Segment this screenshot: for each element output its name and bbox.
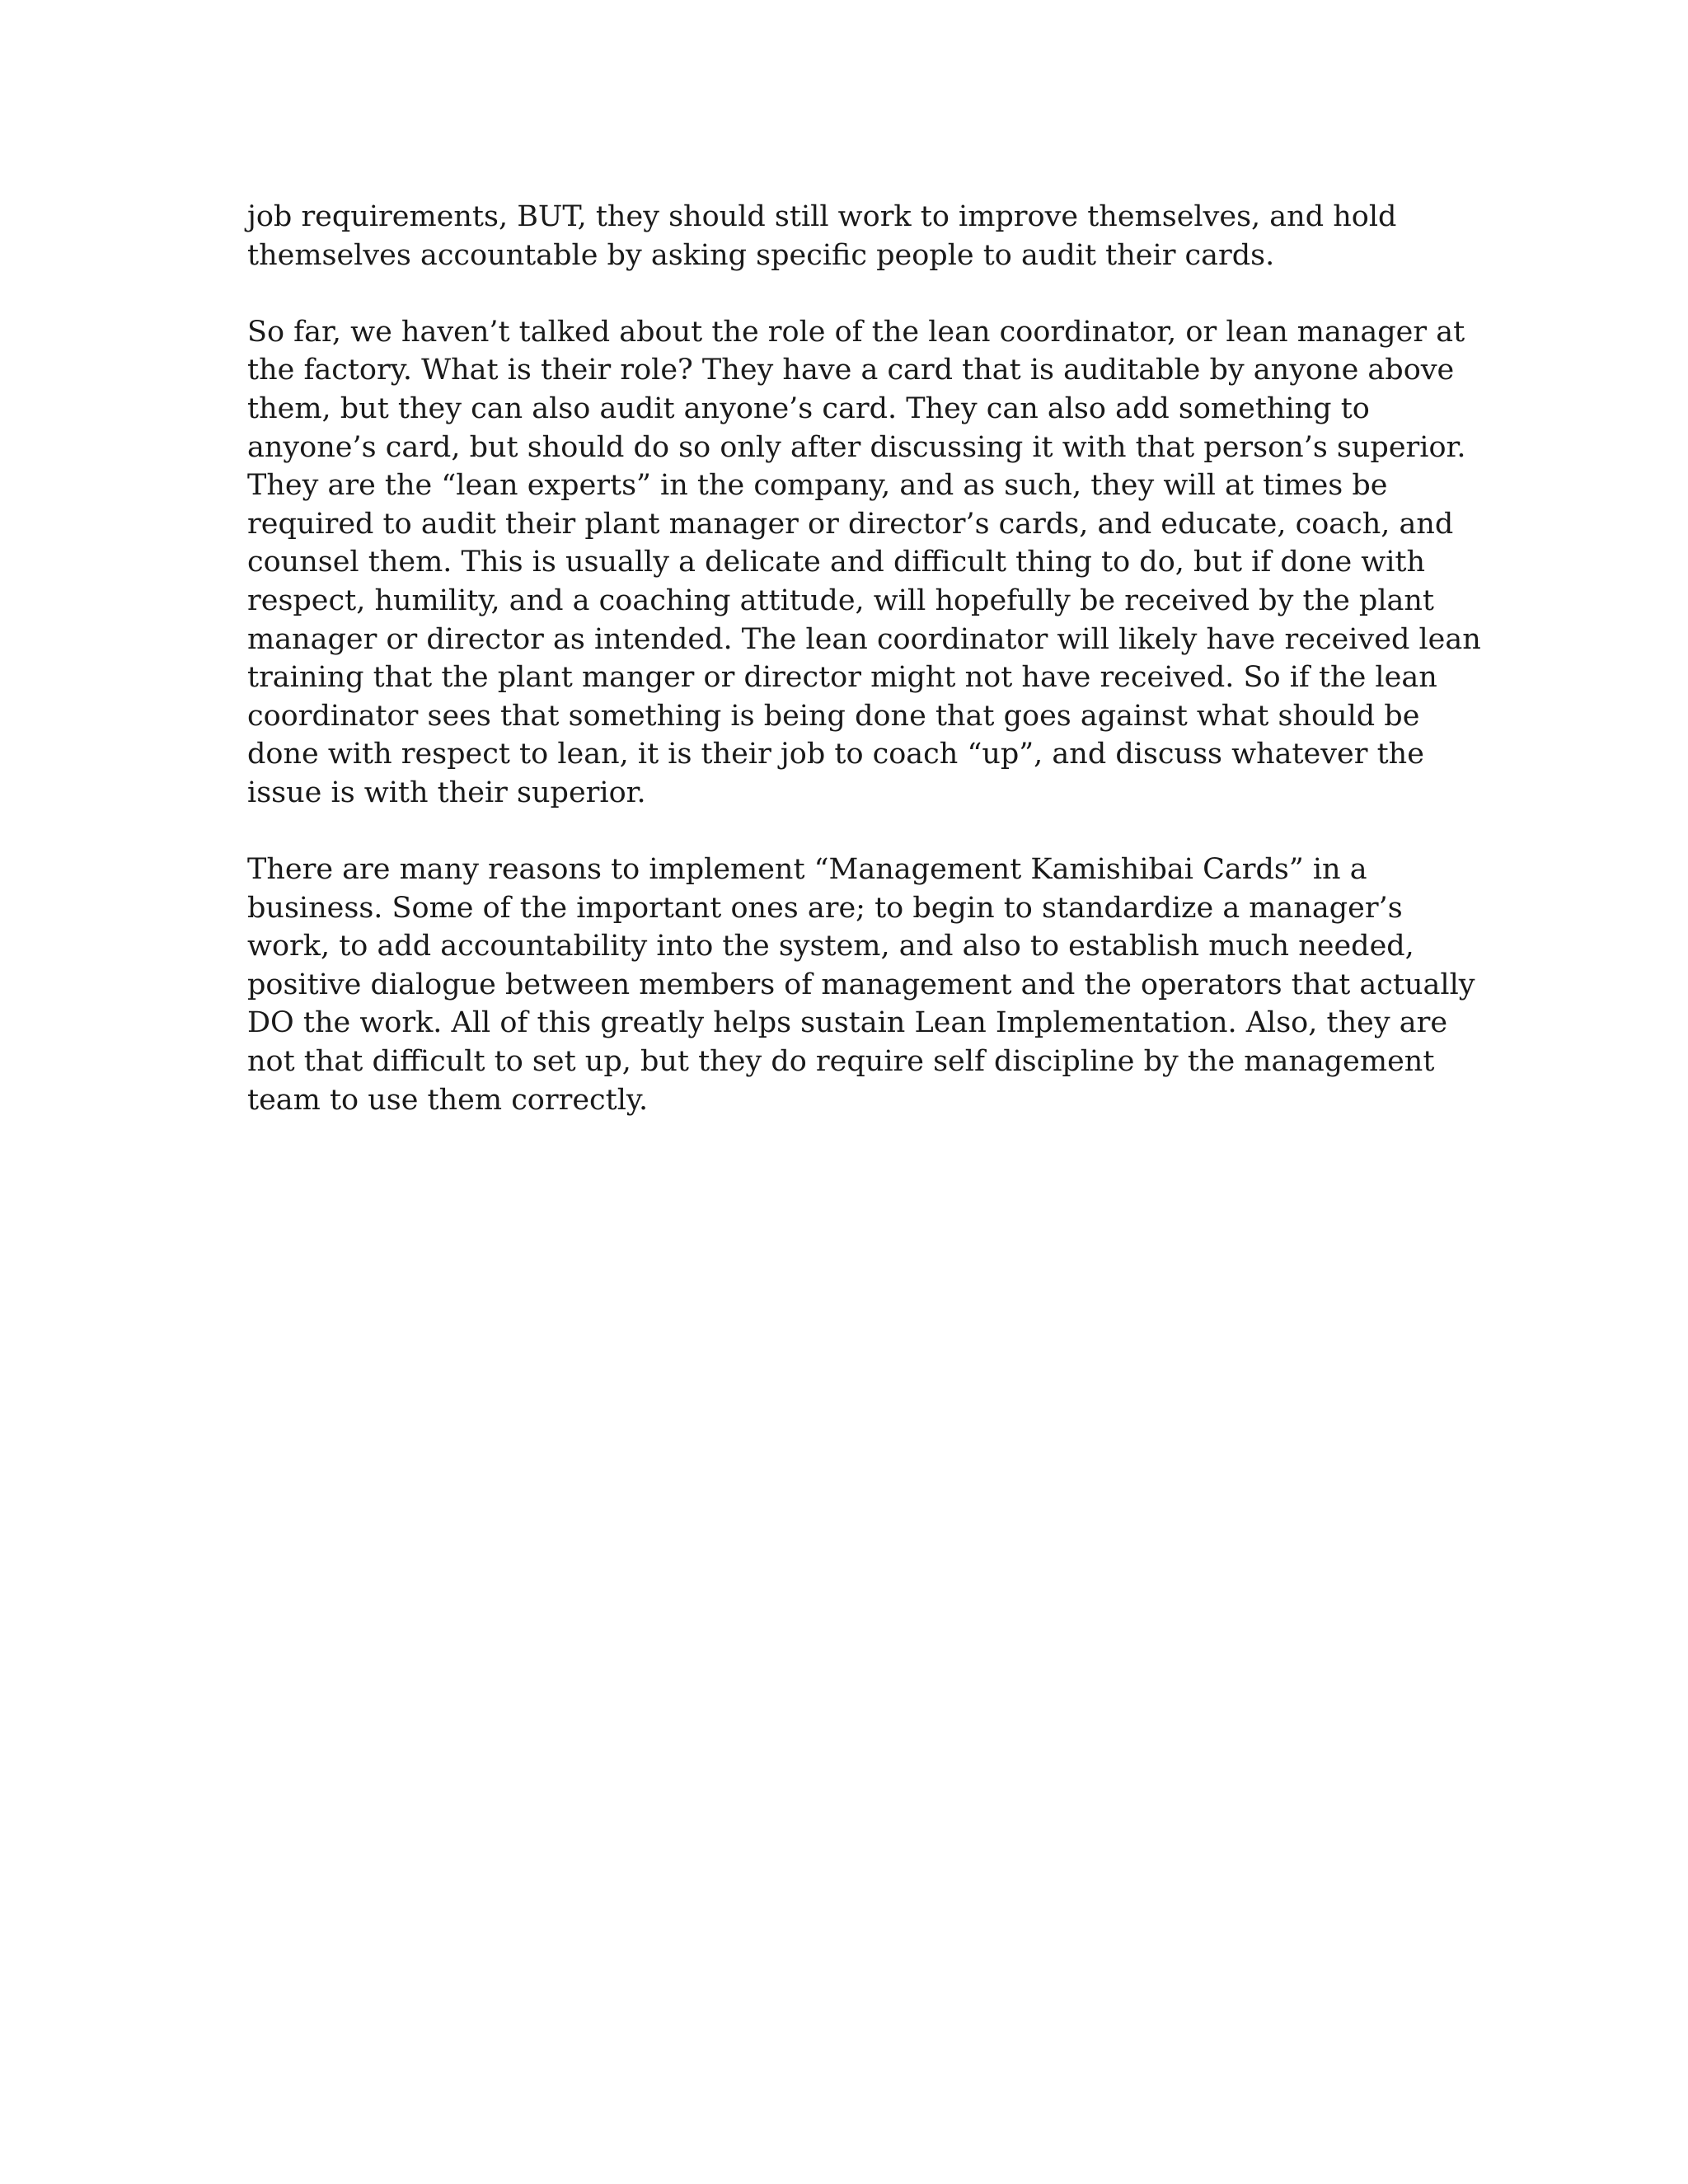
- paragraph-1: [247, 198, 1451, 274]
- text-line: anyone’s card, but should do so only after discussing it with that person’s superior.: [247, 430, 1466, 464]
- text-line: themselves accountable by asking specific people to audit their cards.: [247, 238, 1275, 272]
- document-body: [247, 198, 1481, 1158]
- text-line: the factory. What is their role? They have a card that is auditable by anyone above: [247, 354, 1455, 387]
- text-line: positive dialogue between members of management and the operators that actually: [247, 968, 1475, 1001]
- text-line: manager or director as intended. The lean coordinator will likely have received lean: [247, 622, 1481, 656]
- text-line: coordinator sees that something is being done that goes against what should be: [247, 699, 1420, 733]
- paragraph-3: [247, 851, 1475, 1119]
- text-line: training that the plant manger or director might not have received. So if the lean: [247, 661, 1437, 695]
- text-line: them, but they can also audit anyone’s card. They can also add something to: [247, 391, 1370, 425]
- text-line: issue is with their superior.: [247, 776, 646, 809]
- text-line: business. Some of the important ones are; to begin to standardize a manager’s: [247, 891, 1403, 925]
- text-line: respect, humility, and a coaching attitude, will hopefully be received by the plant: [247, 583, 1434, 617]
- text-line: They are the “lean experts” in the company, and as such, they will at times be: [247, 469, 1388, 503]
- text-line: team to use them correctly.: [247, 1083, 649, 1117]
- text-line: done with respect to lean, it is their job to coach “up”, and discuss whatever the: [247, 738, 1424, 771]
- text-line: work, to add accountability into the system, and also to establish much needed,: [247, 930, 1414, 963]
- text-line: So far, we haven’t talked about the role of the lean coordinator, or lean manager at: [247, 315, 1465, 349]
- text-line: job requirements, BUT, they should still work to improve themselves, and hold: [247, 200, 1397, 233]
- text-line: DO the work. All of this greatly helps sustain Lean Implementation. Also, they are: [247, 1006, 1448, 1040]
- text-line: required to audit their plant manager or director’s cards, and educate, coach, and: [247, 507, 1454, 541]
- text-line: not that difficult to set up, but they do require self discipline by the management: [247, 1045, 1435, 1079]
- paragraph-2: [247, 313, 1481, 813]
- text-line: There are many reasons to implement “Management Kamishibai Cards” in a: [247, 853, 1367, 887]
- text-line: counsel them. This is usually a delicate and difficult thing to do, but if done with: [247, 546, 1426, 579]
